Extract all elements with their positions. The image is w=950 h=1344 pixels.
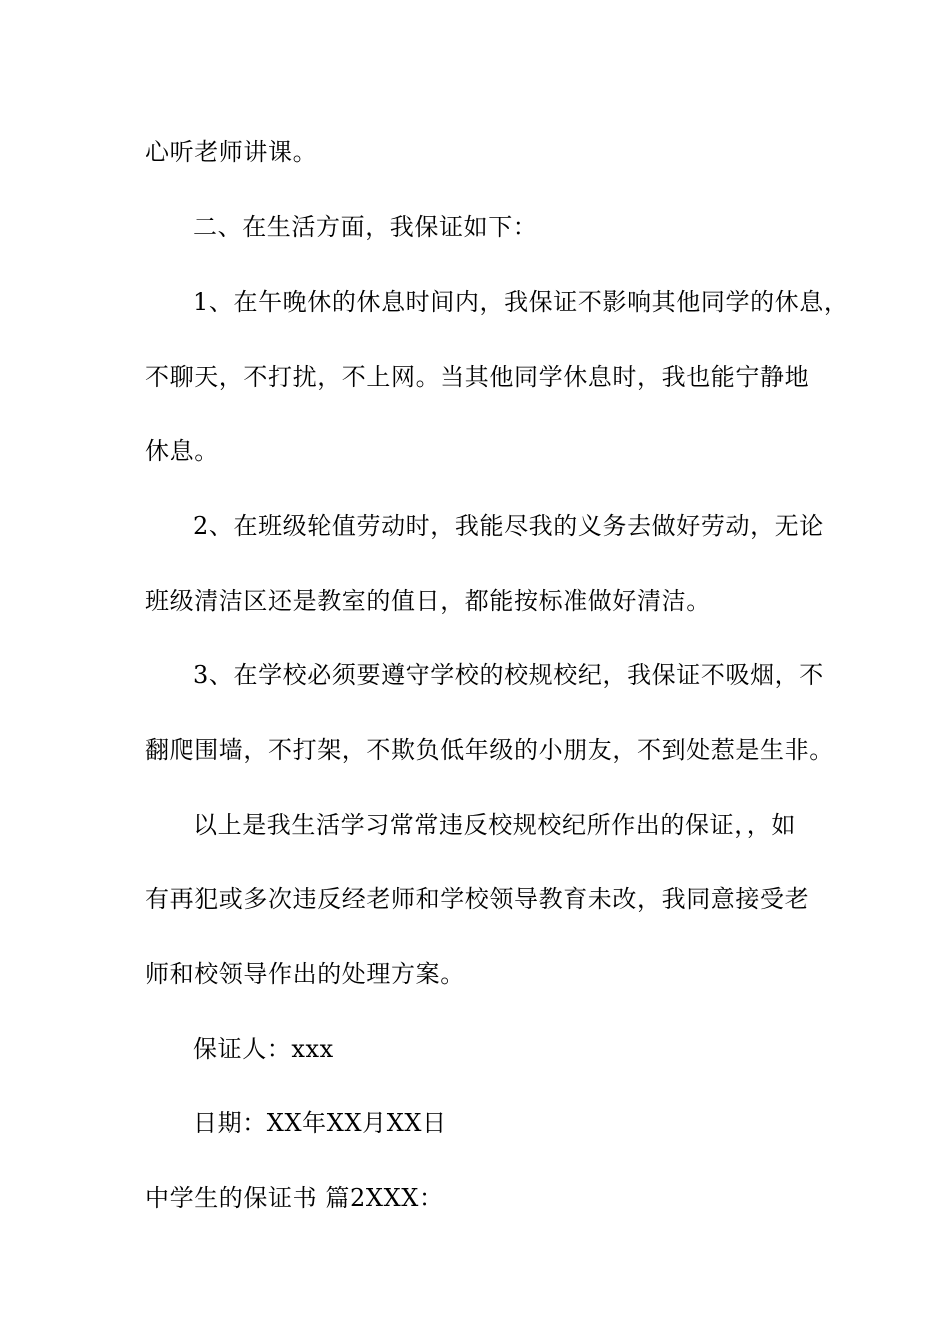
text-line-3: 1、在午晚休的休息时间内，我保证不影响其他同学的休息， — [193, 288, 849, 316]
text-line-12: 师和校领导作出的处理方案。 — [145, 960, 465, 988]
text-line-11: 有再犯或多次违反经老师和学校领导教育未改，我同意接受老 — [145, 885, 810, 913]
text-line-10: 以上是我生活学习常常违反校规校纪所作出的保证，，如 — [193, 811, 796, 839]
text-line-5: 休息。 — [145, 437, 219, 465]
text-line-7: 班级清洁区还是教室的值日，都能按标准做好清洁。 — [145, 587, 711, 615]
text-line-9: 翻爬围墙，不打架，不欺负低年级的小朋友，不到处惹是生非。 — [145, 736, 834, 764]
text-line-6: 2、在班级轮值劳动时，我能尽我的义务去做好劳动，无论 — [193, 512, 824, 540]
next-section-title: 中学生的保证书 篇2XXX： — [145, 1184, 444, 1212]
signature-date: 日期：XX年XX月XX日 — [193, 1109, 447, 1137]
text-line-4: 不聊天，不打扰，不上网。当其他同学休息时，我也能宁静地 — [145, 363, 810, 391]
text-line-8: 3、在学校必须要遵守学校的校规校纪，我保证不吸烟，不 — [193, 661, 824, 689]
section-heading-life: 二、在生活方面，我保证如下： — [193, 213, 538, 241]
text-line-1: 心听老师讲课。 — [145, 138, 318, 166]
signature-guarantor: 保证人：xxx — [193, 1035, 334, 1063]
